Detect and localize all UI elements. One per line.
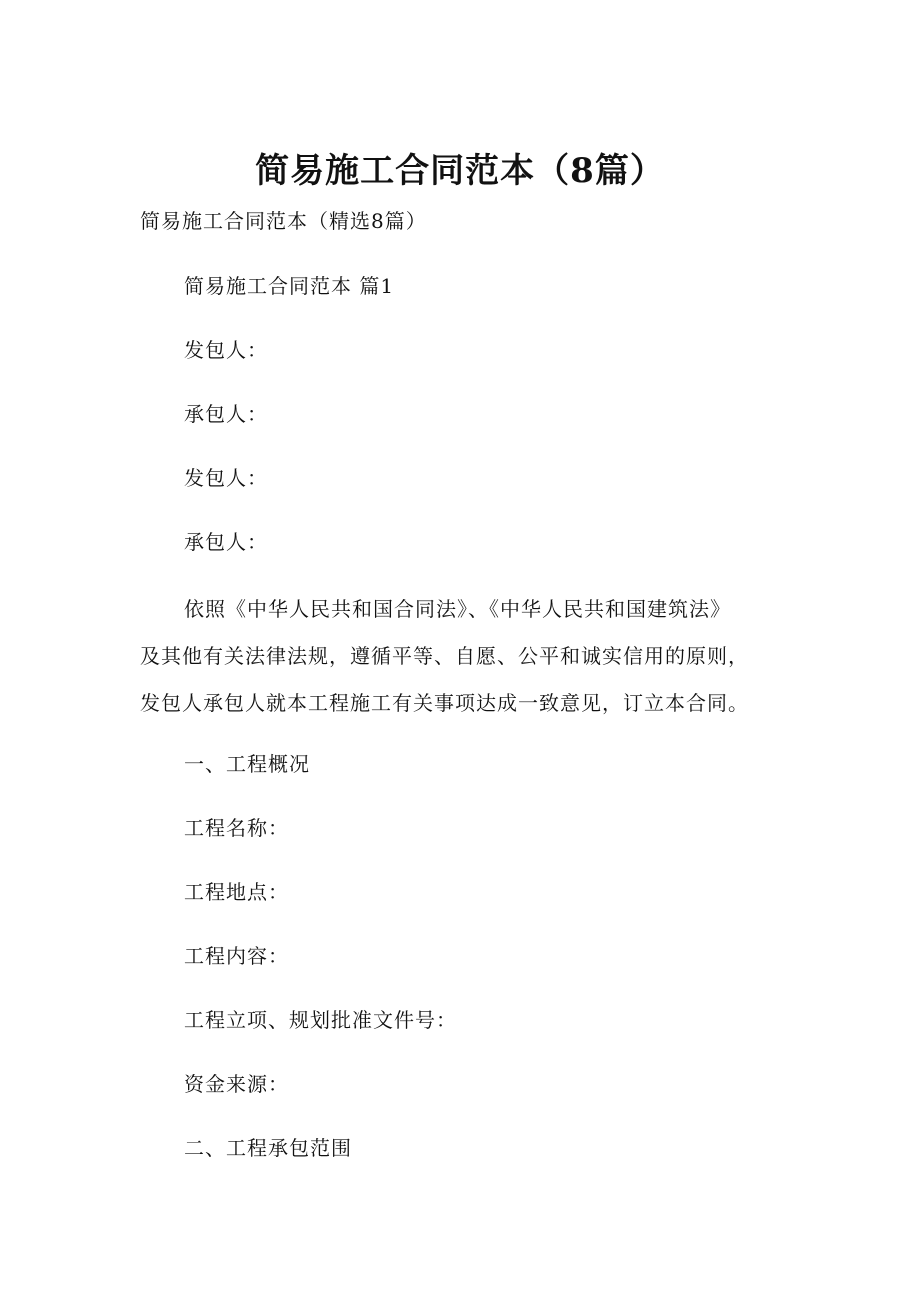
legal-basis-paragraph	[140, 586, 780, 727]
party-contractor-2: 承包人：	[184, 530, 268, 554]
field-funding-source: 资金来源：	[184, 1072, 289, 1096]
paragraph-line: 依照《中华人民共和国合同法》、《中华人民共和国建筑法》	[184, 597, 731, 621]
party-employer: 发包人：	[184, 338, 268, 362]
section-two-heading: 二、工程承包范围	[184, 1136, 352, 1160]
party-contractor: 承包人：	[184, 402, 268, 426]
section-one-heading: 一、工程概况	[184, 752, 310, 776]
document-title: 简易施工合同范本（8篇）	[255, 151, 665, 191]
field-project-content: 工程内容：	[184, 944, 289, 968]
paragraph-line: 及其他有关法律法规，遵循平等、自愿、公平和诚实信用的原则，	[140, 644, 749, 668]
section-heading: 简易施工合同范本 篇1	[184, 274, 395, 298]
document-subtitle: 简易施工合同范本（精选8篇）	[140, 209, 427, 233]
field-project-name: 工程名称：	[184, 816, 289, 840]
party-employer-2: 发包人：	[184, 466, 268, 490]
paragraph-line: 发包人承包人就本工程施工有关事项达成一致意见，订立本合同。	[140, 691, 749, 715]
field-approval-number: 工程立项、规划批准文件号：	[184, 1008, 457, 1032]
field-project-location: 工程地点：	[184, 880, 289, 904]
